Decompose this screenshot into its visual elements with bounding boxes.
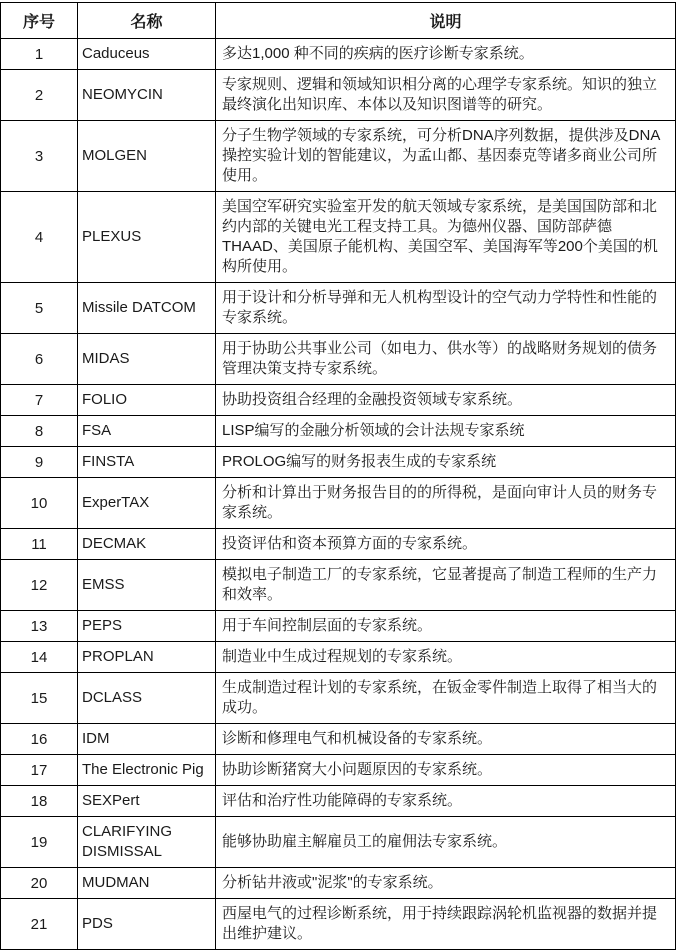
row-index-cell: 11: [1, 529, 78, 560]
table-row: [1, 70, 676, 121]
row-name-cell: SEXPert: [78, 786, 216, 817]
row-description-cell: 用于设计和分析导弹和无人机构型设计的空气动力学特性和性能的专家系统。: [216, 283, 676, 334]
row-description-cell: 专家规则、逻辑和领域知识相分离的心理学专家系统。知识的独立最终演化出知识库、本体以及知识图谱等的研究。: [216, 70, 676, 121]
row-description-cell: 美国空军研究实验室开发的航天领域专家系统，是美国国防部和北约内部的关键电光工程支持工具。为德州仪器、国防部萨德THAAD、美国原子能机构、美国空军、美国海军等200个美国的机构所使用。: [216, 192, 676, 283]
row-description-cell: LISP编写的金融分析领域的会计法规专家系统: [216, 416, 676, 447]
table-row: [1, 642, 676, 673]
row-description-cell: 分析和计算出于财务报告目的的所得税，是面向审计人员的财务专家系统。: [216, 478, 676, 529]
table-row: [1, 673, 676, 724]
row-name-cell: Missile DATCOM: [78, 283, 216, 334]
table-row: [1, 39, 676, 70]
row-description-cell: 协助投资组合经理的金融投资领域专家系统。: [216, 385, 676, 416]
table-header: [1, 3, 676, 39]
row-index-cell: 17: [1, 755, 78, 786]
row-index-cell: 21: [1, 899, 78, 950]
row-name-cell: IDM: [78, 724, 216, 755]
table-row: [1, 560, 676, 611]
row-name-cell: EMSS: [78, 560, 216, 611]
row-description-cell: 用于协助公共事业公司（如电力、供水等）的战略财务规划的债务管理决策支持专家系统。: [216, 334, 676, 385]
table-row: [1, 786, 676, 817]
row-index-cell: 12: [1, 560, 78, 611]
row-name-cell: PEPS: [78, 611, 216, 642]
table-row: [1, 755, 676, 786]
table-row: [1, 899, 676, 950]
table-row: [1, 334, 676, 385]
table-row: [1, 868, 676, 899]
column-header-name: 名称: [78, 3, 216, 39]
table-row: [1, 817, 676, 868]
table-row: [1, 283, 676, 334]
row-description-cell: 生成制造过程计划的专家系统，在钣金零件制造上取得了相当大的成功。: [216, 673, 676, 724]
table-row: [1, 121, 676, 192]
row-name-cell: DCLASS: [78, 673, 216, 724]
row-name-cell: MUDMAN: [78, 868, 216, 899]
row-name-cell: The Electronic Pig: [78, 755, 216, 786]
row-name-cell: CLARIFYING DISMISSAL: [78, 817, 216, 868]
row-description-cell: 诊断和修理电气和机械设备的专家系统。: [216, 724, 676, 755]
column-header-index: 序号: [1, 3, 78, 39]
table-row: [1, 385, 676, 416]
row-index-cell: 16: [1, 724, 78, 755]
table-row: [1, 447, 676, 478]
row-description-cell: 投资评估和资本预算方面的专家系统。: [216, 529, 676, 560]
row-description-cell: 能够协助雇主解雇员工的雇佣法专家系统。: [216, 817, 676, 868]
row-index-cell: 19: [1, 817, 78, 868]
row-name-cell: FOLIO: [78, 385, 216, 416]
row-name-cell: PROPLAN: [78, 642, 216, 673]
row-name-cell: PLEXUS: [78, 192, 216, 283]
header-row: [1, 3, 676, 39]
row-name-cell: NEOMYCIN: [78, 70, 216, 121]
row-description-cell: 多达1,000 种不同的疾病的医疗诊断专家系统。: [216, 39, 676, 70]
row-description-cell: 分子生物学领域的专家系统，可分析DNA序列数据，提供涉及DNA操控实验计划的智能建议，为孟山都、基因泰克等诸多商业公司所使用。: [216, 121, 676, 192]
row-name-cell: MIDAS: [78, 334, 216, 385]
row-index-cell: 1: [1, 39, 78, 70]
table-row: [1, 611, 676, 642]
row-index-cell: 2: [1, 70, 78, 121]
row-description-cell: 模拟电子制造工厂的专家系统，它显著提高了制造工程师的生产力和效率。: [216, 560, 676, 611]
row-index-cell: 9: [1, 447, 78, 478]
table-row: [1, 724, 676, 755]
row-description-cell: 用于车间控制层面的专家系统。: [216, 611, 676, 642]
row-index-cell: 13: [1, 611, 78, 642]
row-name-cell: DECMAK: [78, 529, 216, 560]
table-row: [1, 192, 676, 283]
row-name-cell: PDS: [78, 899, 216, 950]
row-index-cell: 20: [1, 868, 78, 899]
row-name-cell: ExperTAX: [78, 478, 216, 529]
row-index-cell: 15: [1, 673, 78, 724]
row-description-cell: 评估和治疗性功能障碍的专家系统。: [216, 786, 676, 817]
row-index-cell: 10: [1, 478, 78, 529]
row-description-cell: 西屋电气的过程诊断系统，用于持续跟踪涡轮机监视器的数据并提出维护建议。: [216, 899, 676, 950]
row-name-cell: Caduceus: [78, 39, 216, 70]
column-header-description: 说明: [216, 3, 676, 39]
row-index-cell: 14: [1, 642, 78, 673]
expert-systems-table: [0, 2, 676, 950]
row-index-cell: 4: [1, 192, 78, 283]
row-description-cell: PROLOG编写的财务报表生成的专家系统: [216, 447, 676, 478]
row-index-cell: 7: [1, 385, 78, 416]
row-name-cell: MOLGEN: [78, 121, 216, 192]
row-name-cell: FSA: [78, 416, 216, 447]
row-description-cell: 分析钻井液或"泥浆"的专家系统。: [216, 868, 676, 899]
row-index-cell: 3: [1, 121, 78, 192]
table-row: [1, 416, 676, 447]
table-body: [1, 39, 676, 950]
row-index-cell: 5: [1, 283, 78, 334]
row-index-cell: 18: [1, 786, 78, 817]
row-index-cell: 8: [1, 416, 78, 447]
row-description-cell: 制造业中生成过程规划的专家系统。: [216, 642, 676, 673]
row-description-cell: 协助诊断猪窝大小问题原因的专家系统。: [216, 755, 676, 786]
row-index-cell: 6: [1, 334, 78, 385]
table-row: [1, 478, 676, 529]
table-row: [1, 529, 676, 560]
row-name-cell: FINSTA: [78, 447, 216, 478]
